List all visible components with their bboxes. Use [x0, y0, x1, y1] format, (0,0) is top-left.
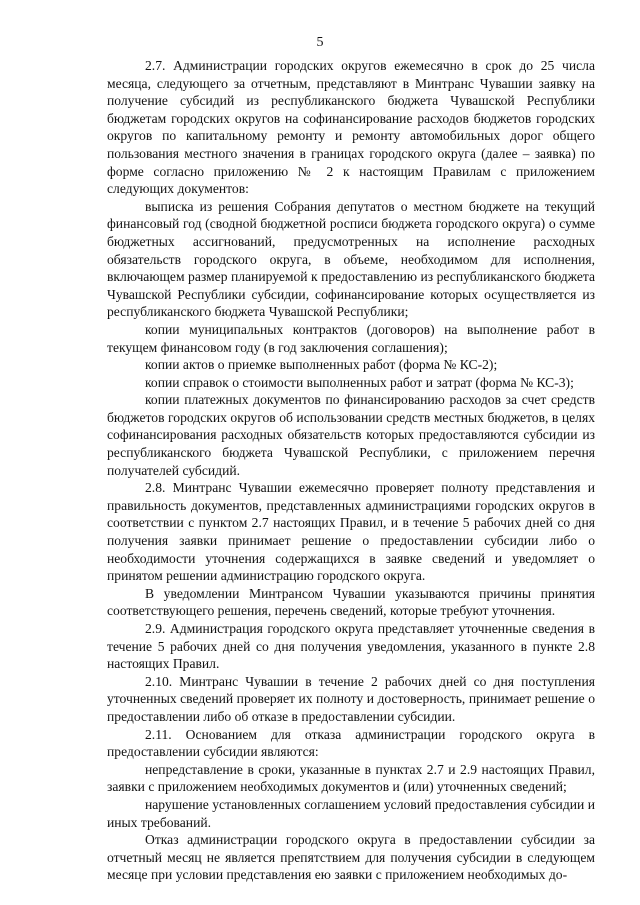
paragraph-payment-copies: копии платежных документов по финансированию расходов за счет средств бюджетов городских округов об использовании средств местных бюджетов, в целях софинансирования расходных обязательств которых предоставляются субсидии из республиканского бюджета Чувашской Республики, с приложением перечня получателей субсидий. [107, 392, 595, 478]
paragraph-2-9: 2.9. Администрация городского округа представляет уточненные сведения в течение 5 рабочих дней со дня получения уведомления, указанного в пункте 2.8 настоящих Правил. [107, 621, 595, 672]
paragraph-2-10: 2.10. Минтранс Чувашии в течение 2 рабочих дней со дня поступления уточненных сведений проверяет их полноту и достоверность, принимает решение о предоставлении либо об отказе в предоставлении субсидии. [107, 673, 595, 724]
paragraph-ks2-copies: копии актов о приемке выполненных работ (форма № КС-2); [145, 357, 498, 373]
paragraph-notification: В уведомлении Минтрансом Чувашии указываются причины принятия соответствующего решения, перечень сведений, которые требуют уточнения. [107, 585, 595, 619]
paragraph-2-8: 2.8. Минтранс Чувашии ежемесячно проверяет полноту представления и правильность документов, представленных администрациями городских округов в соответствии с пунктом 2.7 настоящих Правил, и в течение 5 рабочих дней со дня получения заявки принимает решение о предоставлении субсидии либо о необходимости уточнения содержащихся в заявке сведений и уведомляет о принятом решении администрацию городского округа. [107, 480, 595, 584]
paragraph-budget-extract: выписка из решения Собрания депутатов о местном бюджете на текущий финансовый год (сводной бюджетной росписи бюджета городского округа) о сумме бюджетных ассигнований, предусмотренных на исполнение расходных обязательств городского округа, в объеме, необходимом для исполнения, включающем размер планируемой к предоставлению из республиканского бюджета Чувашской Республики субсидии, софинансирование которых осуществляется из республиканского бюджета Чувашской Республики; [107, 198, 595, 320]
document-body [107, 57, 595, 884]
paragraph-2-7: 2.7. Администрации городских округов ежемесячно в срок до 25 числа месяца, следующего за отчетным, представляют в Минтранс Чувашии заявку на получение субсидий из республиканского бюджета Чувашской Республики бюджетам городских округов на софинансирование расходов бюджетов городских округов по капитальному ремонту и ремонту автомобильных дорог общего пользования местного значения в границах городского округа (далее – заявка) по форме согласно приложению № 2 к настоящим Правилам с приложением следующих документов: [107, 58, 595, 197]
paragraph-non-submission: непредставление в сроки, указанные в пунктах 2.7 и 2.9 настоящих Правил, заявки с приложением необходимых документов и (или) уточненных сведений; [107, 761, 595, 795]
paragraph-ks3-copies: копии справок о стоимости выполненных работ и затрат (форма № КС-3); [145, 374, 574, 390]
paragraph-violation: нарушение установленных соглашением условий предоставления субсидии и иных требований. [107, 796, 595, 830]
paragraph-2-11: 2.11. Основанием для отказа администрации городского округа в предоставлении субсидии являются: [107, 726, 595, 760]
paragraph-contract-copies: копии муниципальных контрактов (договоров) на выполнение работ в текущем финансовом году (в год заключения соглашения); [107, 321, 595, 355]
paragraph-refusal-note: Отказ администрации городского округа в предоставлении субсидии за отчетный месяц не является препятствием для получения субсидии в следующем месяце при условии представления ею заявки с приложением необходимых до- [107, 832, 595, 883]
page-number: 5 [316, 35, 324, 50]
